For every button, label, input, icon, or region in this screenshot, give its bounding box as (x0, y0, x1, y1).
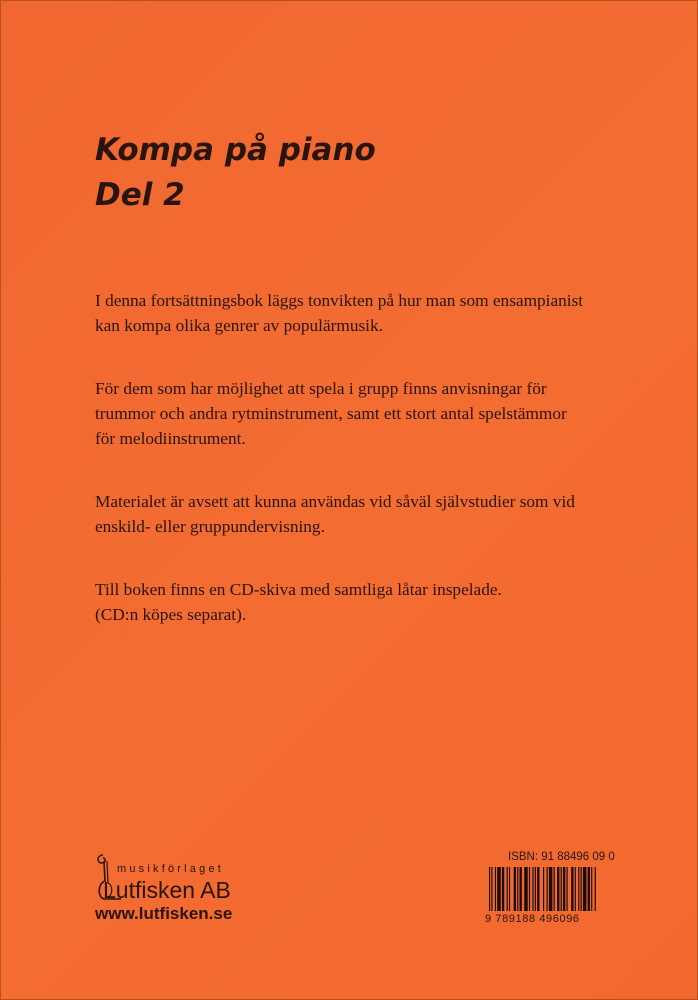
barcode-bar (578, 867, 579, 911)
barcode-bar (563, 867, 565, 911)
publisher-tagline: musikförlaget (117, 863, 225, 875)
barcode-bar (583, 867, 587, 911)
barcode-bar (520, 867, 522, 911)
paragraph-3 (95, 489, 675, 539)
book-title (95, 128, 376, 218)
text-line: Materialet är avsett att kunna användas vid såväl självstudier som vid (95, 492, 575, 511)
text-line: kan kompa olika genrer av populärmusik. (95, 316, 383, 335)
isbn-label: ISBN: 91 88496 09 0 (508, 851, 615, 863)
barcode-bar (595, 867, 596, 911)
barcode-bar (514, 867, 516, 911)
publisher-name-rest: utfisken AB (115, 877, 231, 903)
barcode-bar (489, 867, 490, 911)
barcode-bar (529, 867, 530, 911)
barcode-bar (517, 867, 518, 911)
text-line: för melodiinstrument. (95, 429, 246, 448)
text-line: enskild- eller gruppundervisning. (95, 517, 325, 536)
barcode-bar (491, 867, 492, 911)
barcode-bar (591, 867, 592, 911)
text-line: För dem som har möjlighet att spela i grupp finns anvisningar för (95, 379, 547, 398)
barcode-bar (524, 867, 528, 911)
barcode-bar (507, 867, 508, 911)
barcode-bar (566, 867, 567, 911)
barcode-bar (495, 867, 496, 911)
barcode-bar (571, 867, 573, 911)
publisher-url: www.lutfisken.se (95, 904, 233, 923)
barcode-bar (497, 867, 501, 911)
barcode-bar (554, 867, 555, 911)
barcode-bar (588, 867, 590, 911)
text-line: trummor och andra rytminstrument, samt ett stort antal spelstämmor (95, 404, 567, 423)
publisher-name (103, 877, 231, 903)
barcode-bar (543, 867, 544, 911)
publisher-logo (95, 853, 255, 925)
barcode-bar (502, 867, 504, 911)
barcode-bar (537, 867, 539, 911)
publisher-initial: L (103, 877, 116, 903)
text-line: (CD:n köpes separat). (95, 605, 247, 624)
barcode-bar (561, 867, 562, 911)
description (95, 288, 675, 665)
barcode-bar (509, 867, 510, 911)
paragraph-4 (95, 577, 675, 627)
barcode-bar (581, 867, 582, 911)
text-line: Till boken finns en CD-skiva med samtliga låtar inspelade. (95, 580, 502, 599)
barcode (489, 867, 597, 911)
barcode-bar (547, 867, 548, 911)
text-line: I denna fortsättningsbok läggs tonvikten på hur man som ensampianist (95, 291, 584, 310)
barcode-bar (575, 867, 576, 911)
barcode-number: 9 789188 496096 (485, 913, 580, 925)
barcode-bar (557, 867, 559, 911)
paragraph-1 (95, 288, 675, 338)
barcode-bar (535, 867, 536, 911)
title-line-1: Kompa på piano (95, 132, 376, 168)
paragraph-2 (95, 376, 675, 451)
barcode-bar (532, 867, 533, 911)
barcode-bar (549, 867, 553, 911)
title-line-2: Del 2 (95, 177, 185, 213)
